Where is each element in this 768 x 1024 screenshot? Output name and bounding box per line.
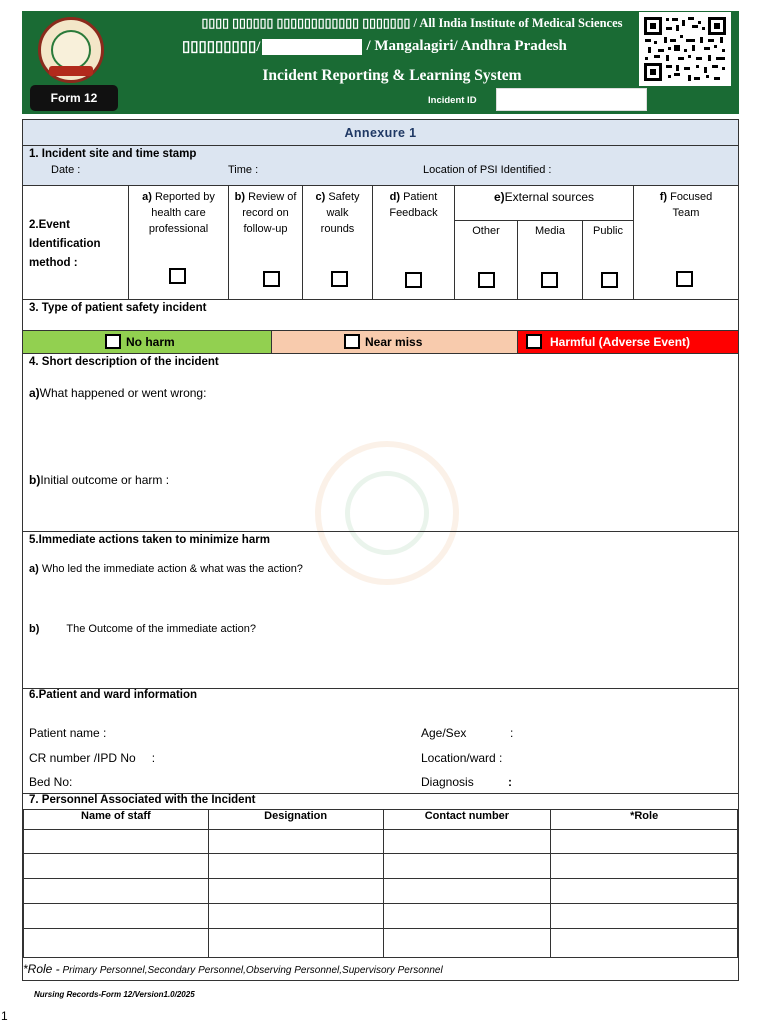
section-short-description xyxy=(23,354,738,532)
table-row xyxy=(24,830,738,854)
time-field[interactable]: Time : xyxy=(228,164,259,176)
table-row xyxy=(24,854,738,879)
col-name-of-staff: Name of staff xyxy=(24,810,209,830)
location-ward-field[interactable]: Location/ward : xyxy=(421,751,503,765)
annexure-form xyxy=(22,119,739,981)
option-patient-feedback[interactable]: d) Patient Feedback xyxy=(373,186,455,300)
form-version: Nursing Records-Form 12/Version1.0/2025 xyxy=(34,990,195,999)
col-contact-number: Contact number xyxy=(383,810,551,830)
institute-name: ▯▯▯▯ ▯▯▯▯▯▯ ▯▯▯▯▯▯▯▯▯▯▯▯ ▯▯▯▯▯▯▯ / All India Institute of Medical Sciences xyxy=(201,16,623,30)
checkbox-no-harm[interactable] xyxy=(105,334,121,349)
role-cell[interactable] xyxy=(551,904,738,929)
designation-cell[interactable] xyxy=(208,929,383,958)
staff-name-cell[interactable] xyxy=(24,929,209,958)
designation-cell[interactable] xyxy=(208,830,383,854)
action-outcome-field[interactable]: b) The Outcome of the immediate action? xyxy=(29,623,256,635)
checkbox-review-of-record[interactable] xyxy=(263,271,280,287)
personnel-table xyxy=(23,809,738,958)
location-field[interactable]: Location of PSI Identified : xyxy=(423,164,552,176)
what-happened-field[interactable]: a)What happened or went wrong: xyxy=(29,386,207,400)
form-header xyxy=(22,11,739,114)
table-row xyxy=(24,929,738,958)
section-7-title: 7. Personnel Associated with the Incident xyxy=(29,794,256,806)
option-safety-walk-rounds[interactable]: c) Safety walk rounds xyxy=(303,186,373,300)
contact-cell[interactable] xyxy=(383,879,551,904)
section-incident-site xyxy=(23,146,738,186)
designation-cell[interactable] xyxy=(208,879,383,904)
patient-name-field[interactable]: Patient name : xyxy=(29,726,107,740)
location-suffix: / Mangalagiri/ Andhra Pradesh xyxy=(366,38,567,54)
institute-logo xyxy=(38,17,104,83)
table-row xyxy=(24,879,738,904)
table-row xyxy=(24,904,738,929)
col-role: *Role xyxy=(551,810,738,830)
staff-name-cell[interactable] xyxy=(24,904,209,929)
designation-cell[interactable] xyxy=(208,904,383,929)
option-review-of-record[interactable]: b) Review of record on follow-up xyxy=(229,186,303,300)
checkbox-external-other[interactable] xyxy=(478,272,495,288)
contact-cell[interactable] xyxy=(383,830,551,854)
qr-code-icon xyxy=(639,12,731,86)
incident-type-options xyxy=(23,331,738,354)
form-number-badge: Form 12 xyxy=(30,85,118,111)
external-other[interactable]: Other xyxy=(455,221,518,300)
contact-cell[interactable] xyxy=(383,929,551,958)
section-6-title: 6.Patient and ward information xyxy=(29,689,198,701)
contact-cell[interactable] xyxy=(383,854,551,879)
staff-name-cell[interactable] xyxy=(24,879,209,904)
system-title: Incident Reporting & Learning System xyxy=(262,67,522,84)
option-focused-team[interactable]: f) Focused Team xyxy=(634,186,738,300)
checkbox-safety-walk-rounds[interactable] xyxy=(331,271,348,287)
section-personnel xyxy=(23,794,738,982)
institute-location xyxy=(182,37,652,56)
checkbox-external-public[interactable] xyxy=(601,272,618,288)
staff-name-cell[interactable] xyxy=(24,854,209,879)
age-sex-field[interactable]: Age/Sex : xyxy=(421,726,514,740)
section-immediate-actions xyxy=(23,532,738,689)
section-4-title: 4. Short description of the incident xyxy=(29,356,219,368)
option-external-sources: e)External sources xyxy=(455,186,634,300)
section-3-title: 3. Type of patient safety incident xyxy=(29,302,207,314)
checkbox-focused-team[interactable] xyxy=(676,271,693,287)
col-designation: Designation xyxy=(208,810,383,830)
external-media[interactable]: Media xyxy=(518,221,583,300)
role-legend: *Role - Primary Personnel,Secondary Personnel,Observing Personnel,Supervisory Personnel xyxy=(23,962,443,976)
annexure-title: Annexure 1 xyxy=(23,120,738,146)
section-5-title: 5.Immediate actions taken to minimize harm xyxy=(29,534,270,546)
option-no-harm[interactable]: No harm xyxy=(23,331,272,353)
section-1-title: 1. Incident site and time stamp xyxy=(29,148,197,160)
role-cell[interactable] xyxy=(551,830,738,854)
option-harmful[interactable]: Harmful (Adverse Event) xyxy=(518,331,738,353)
section-event-identification xyxy=(23,186,738,300)
event-identification-label: 2.Event Identification method : xyxy=(23,186,129,300)
role-cell[interactable] xyxy=(551,854,738,879)
checkbox-patient-feedback[interactable] xyxy=(405,272,422,288)
checkbox-reported-by-hcp[interactable] xyxy=(169,268,186,284)
section-patient-info xyxy=(23,689,738,794)
redacted-block xyxy=(262,39,362,55)
incident-id-label: Incident ID xyxy=(428,95,477,106)
staff-name-cell[interactable] xyxy=(24,830,209,854)
designation-cell[interactable] xyxy=(208,854,383,879)
checkbox-external-media[interactable] xyxy=(541,272,558,288)
contact-cell[interactable] xyxy=(383,904,551,929)
who-led-action-field[interactable]: a) Who led the immediate action & what was the action? xyxy=(29,563,303,575)
option-near-miss[interactable]: Near miss xyxy=(272,331,518,353)
diagnosis-field[interactable]: Diagnosis : xyxy=(421,775,512,789)
initial-outcome-field[interactable]: b)Initial outcome or harm : xyxy=(29,473,170,487)
page-number: 1 xyxy=(1,1009,8,1023)
checkbox-harmful[interactable] xyxy=(526,334,542,349)
location-prefix: ▯▯▯▯▯▯▯▯▯/ xyxy=(182,39,261,55)
date-field[interactable]: Date : xyxy=(51,164,81,176)
role-cell[interactable] xyxy=(551,929,738,958)
section-incident-type xyxy=(23,300,738,331)
external-public[interactable]: Public xyxy=(583,221,634,300)
bed-no-field[interactable]: Bed No: xyxy=(29,775,73,789)
role-cell[interactable] xyxy=(551,879,738,904)
option-reported-by-hcp[interactable]: a) Reported by health care professional xyxy=(129,186,229,300)
incident-id-field[interactable] xyxy=(496,88,647,111)
checkbox-near-miss[interactable] xyxy=(344,334,360,349)
cr-number-field[interactable]: CR number /IPD No : xyxy=(29,751,156,765)
